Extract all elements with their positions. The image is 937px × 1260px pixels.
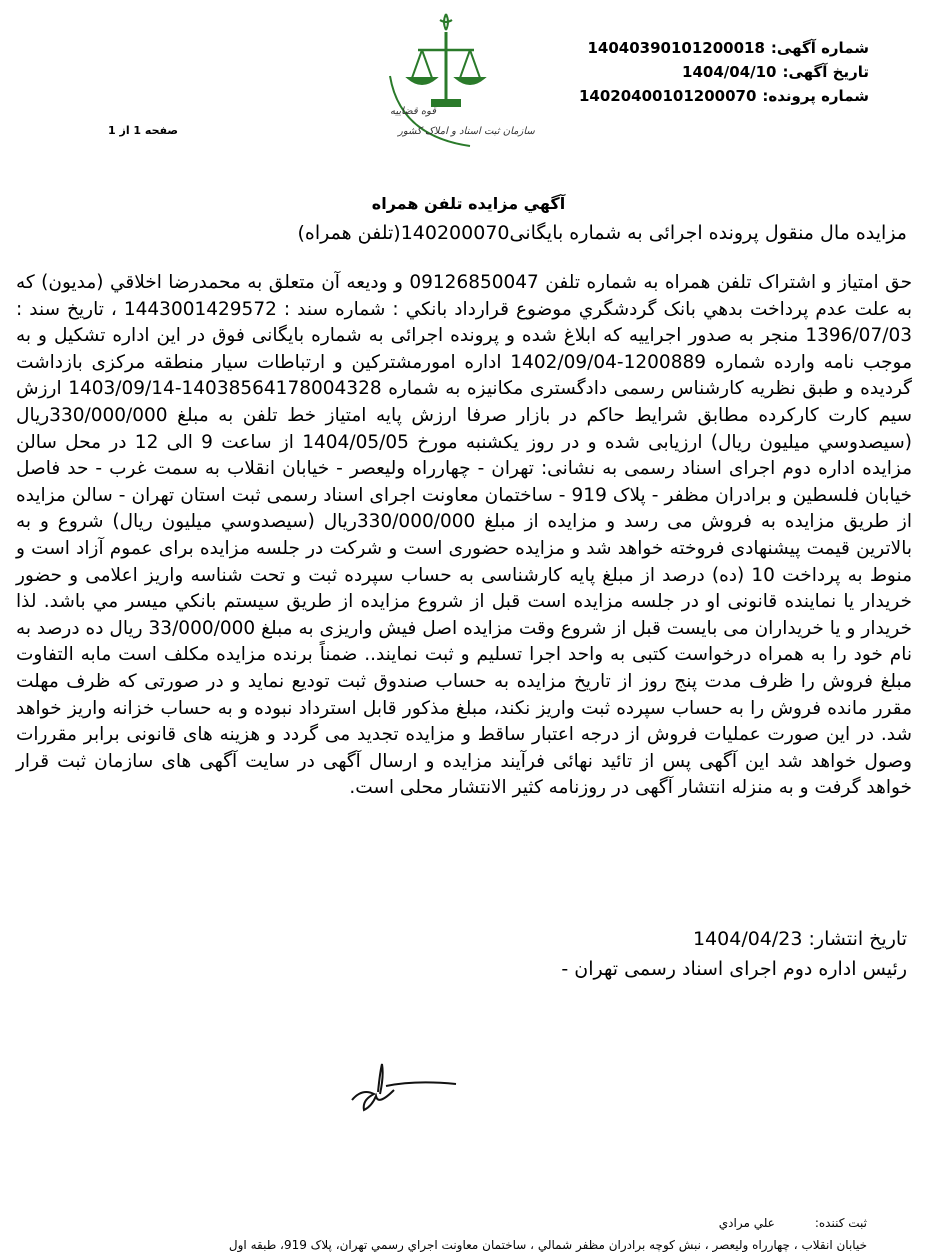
ad-date-label: تاریخ آگهی: (782, 63, 869, 81)
page-info: صفحه 1 از 1 (108, 124, 179, 137)
publish-date-label: تاریخ انتشار: (808, 928, 907, 950)
logo-text-top: قوه قضاییه (390, 106, 437, 117)
notice-body: حق امتیاز و اشتراک تلفن همراه به شماره تلفن 09126850047 و ودیعه آن متعلق به محمدرضا اخلاقي (مدیون) که به علت عدم پرداخت بدهي بانک گردشگري موضوع قرارداد بانکي : شماره سند : 1443001429572 ، تاریخ سند : 1396/07/03 منجر به صدور اجراییه که ابلاغ شده و پرونده اجرائی به شماره بایگانی فوق در این اداره تشکیل و به موجب نامه وارده شماره 1200889-1402/09/04 اداره امورمشترکین و ارتباطات سیار منطقه مرکزی بازداشت گردیده و طبق نظریه کارشناس رسمی دادگستری مکانیزه به شماره 14038564178004328-1403/09/14 ارزش سیم کارت کارکرده مطابق شرایط حاکم در بازار صرفا ارزش پایه امتیاز خط تلفن به مبلغ 330/000/000ریال (سیصدوسي میلیون ریال) ارزیابی شده و در روز یکشنبه مورخ 1404/05/05 از ساعت 9 الی 12 در محل سالن مزایده اداره دوم اجرای اسناد رسمی به نشانی: تهران - چهارراه ولیعصر - خیابان انقلاب به سمت غرب - حد فاصل خیابان فلسطین و برادران مظفر - پلاک 919 - ساختمان معاونت اجرای اسناد رسمی ثبت استان تهران - سالن مزایده از طریق مزایده به فروش می رسد و مزایده از مبلغ 330/000/000ریال (سیصدوسي میلیون ریال) شروع و به بالاترین قیمت پیشنهادی فروخته خواهد شد و مزایده حضوری است و شرکت در جلسه مزایده برای عموم آزاد است و منوط به پرداخت 10 (ده) درصد از مبلغ پایه کارشناسی به حساب سپرده ثبت و تحت شناسه واریز اعلامی و حضور خریدار یا نماینده قانونی او در جلسه مزایده است قبل از شروع مزایده از طریق سیستم بانکي میسر مي باشد. لذا خریدار و یا خریداران می بایست قبل از شروع وقت مزایده اصل فیش واریزی به مبلغ 33/000/000 ریال ده درصد به نام خود را به همراه درخواست کتبی به واحد اجرا تسلیم و ثبت نمایند.. ضمناً برنده مزایده مکلف است مابه التفاوت مبلغ فروش را ظرف مدت پنج روز از تاریخ مزایده به حساب صندوق ثبت تودیع نماید و در صورتی که ظرف مهلت مقرر مانده فروش را به حساب سپرده ثبت واریز نکند، مبلغ مذکور قابل استرداد نبوده و به حساب خزانه واریز خواهد شد. در این صورت عملیات فروش از درجه اعتبار ساقط و مزایده تجدید می گردد و هزینه های قانونی برابر مقررات وصول خواهد شد این آگهی پس از تائید نهائی فرآیند مزایده و ارسال آگهی در سایت آگهی های سازمان ثبت قرار خواهد گرفت و به منزله انتشار آگهی در روزنامه کثیر الانتشار محلی است. (16, 272, 912, 799)
footer-address: خیابان انقلاب ، چهارراه ولیعصر ، نبش کوچه برادران مظفر شمالي ، ساختمان معاونت اجراي رسمي تهران، پلاک 919، طبقه اول (228, 1238, 867, 1252)
registrar-row (467, 1216, 867, 1230)
ad-date: 1404/04/10 (682, 63, 777, 81)
signer-title: رئیس اداره دوم اجرای اسناد رسمی تهران - (561, 958, 907, 980)
notice-subtitle: مزایده مال منقول پرونده اجرائی به شماره بایگانی140200070(تلفن همراه) (297, 222, 907, 244)
logo-text-bottom: سازمان ثبت اسناد و املاک کشور (398, 126, 535, 137)
ad-number: 14040390101200018 (587, 39, 765, 57)
publish-date-row (27, 928, 907, 950)
judiciary-logo (370, 6, 560, 156)
signature-icon (340, 1060, 480, 1130)
signature (340, 1060, 480, 1130)
registrar-label: ثبت کننده: (814, 1216, 867, 1230)
ad-number-label: شماره آگهی: (770, 39, 869, 57)
file-number-label: شماره پرونده: (762, 87, 869, 105)
notice-title: آگهي مزايده تلفن همراه (371, 194, 566, 213)
file-number: 14020400101200070 (578, 87, 757, 105)
publish-date: 1404/04/23 (692, 928, 803, 950)
registrar-name: علي مرادي (718, 1216, 775, 1230)
